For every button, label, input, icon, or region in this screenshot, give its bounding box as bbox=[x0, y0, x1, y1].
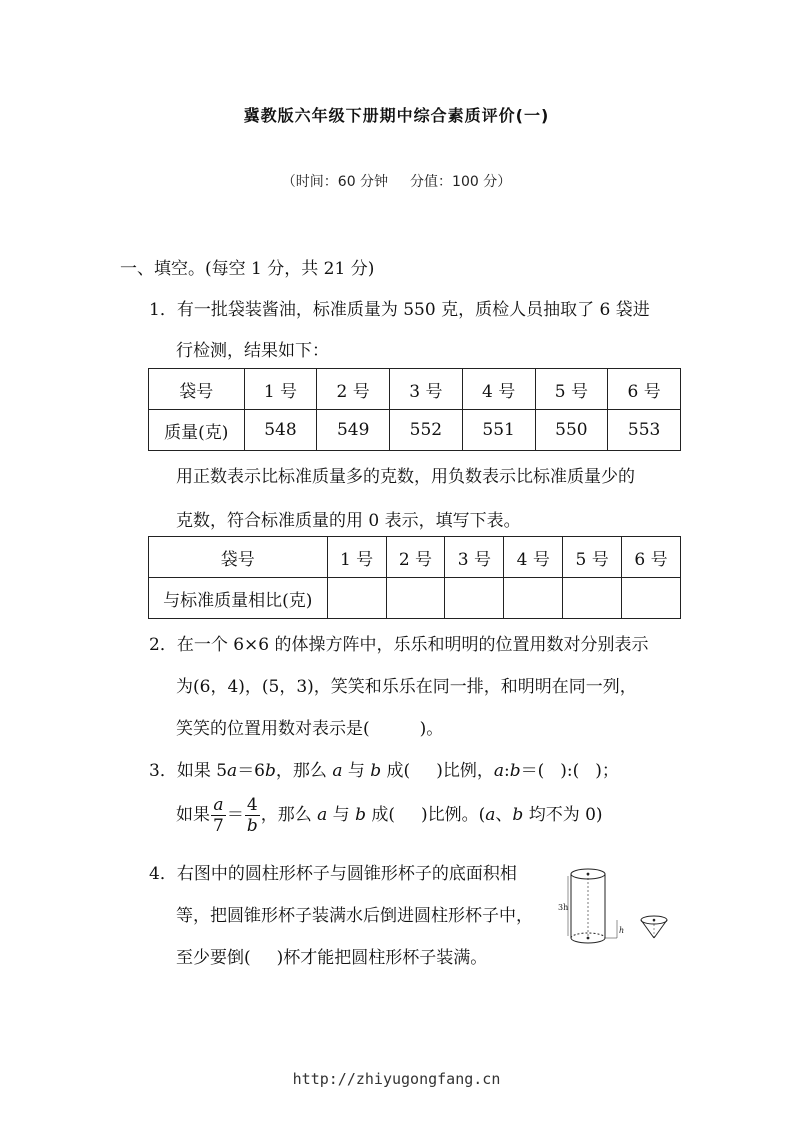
variable-b: b bbox=[265, 761, 276, 781]
variable-b: b bbox=[355, 805, 366, 825]
q1-line1: 1．有一批袋装酱油，标准质量为 550 克，质检人员抽取了 6 袋进 bbox=[149, 300, 650, 320]
page-subtitle bbox=[0, 171, 793, 191]
variable-a: a bbox=[227, 761, 238, 781]
table-cell: 552 bbox=[390, 410, 463, 451]
q3-text: 如果 bbox=[176, 805, 210, 825]
table-cell: 2 号 bbox=[386, 537, 445, 578]
cone-height-label: h bbox=[619, 926, 625, 935]
variable-a: a bbox=[317, 805, 328, 825]
answer-cell[interactable] bbox=[445, 578, 504, 619]
q2-text: 笑笑的位置用数对表示是( bbox=[176, 719, 370, 739]
table-cell: 551 bbox=[462, 410, 535, 451]
q3-text: ):( bbox=[560, 761, 580, 781]
q3-text: ，那么 bbox=[260, 805, 318, 825]
table-cell: 质量(克) bbox=[149, 410, 245, 451]
q2-text: )。 bbox=[419, 719, 444, 739]
q3-text: : bbox=[503, 761, 510, 781]
table-cell: 549 bbox=[317, 410, 390, 451]
q3-line1 bbox=[149, 756, 619, 781]
q3-text: 成( bbox=[381, 761, 411, 781]
table-row bbox=[149, 410, 681, 451]
table-cell: 1 号 bbox=[244, 369, 317, 410]
q3-text: )； bbox=[595, 761, 619, 781]
table-cell: 5 号 bbox=[535, 369, 608, 410]
q4-text: 至少要倒( bbox=[176, 948, 251, 968]
q3-text: 、 bbox=[495, 805, 513, 825]
table-cell: 1 号 bbox=[327, 537, 386, 578]
fraction-a-over-7 bbox=[211, 795, 226, 836]
variable-b: b bbox=[370, 761, 382, 781]
answer-cell[interactable] bbox=[622, 578, 681, 619]
table-row bbox=[149, 578, 681, 619]
section-heading: 一、填空。(每空 1 分，共 21 分) bbox=[120, 259, 375, 279]
q3-line2 bbox=[176, 795, 603, 836]
q1-line4: 克数，符合标准质量的用 0 表示，填写下表。 bbox=[176, 511, 521, 531]
table-cell: 4 号 bbox=[504, 537, 563, 578]
q3-text: 3．如果 5 bbox=[149, 761, 228, 781]
table-cell: 6 号 bbox=[622, 537, 681, 578]
answer-cell[interactable] bbox=[327, 578, 386, 619]
answer-cell[interactable] bbox=[504, 578, 563, 619]
table-cell: 4 号 bbox=[462, 369, 535, 410]
table-row bbox=[149, 537, 681, 578]
table-row bbox=[149, 369, 681, 410]
q3-text: 均不为 0) bbox=[523, 805, 603, 825]
cylinder-cone-figure bbox=[555, 862, 675, 957]
q3-text: 成( bbox=[365, 805, 396, 825]
q3-text: ＝6 bbox=[237, 761, 266, 781]
q1-line3: 用正数表示比标准质量多的克数，用负数表示比标准质量少的 bbox=[176, 467, 635, 487]
page-title: 冀教版六年级下册期中综合素质评价(一) bbox=[243, 106, 550, 125]
fraction-numerator: a bbox=[211, 795, 226, 816]
table-cell: 553 bbox=[608, 410, 681, 451]
table-cell: 550 bbox=[535, 410, 608, 451]
table-cell: 3 号 bbox=[445, 537, 504, 578]
q3-text: 与 bbox=[342, 761, 371, 781]
fraction-4-over-b bbox=[245, 795, 260, 836]
q2-line3 bbox=[176, 714, 443, 739]
answer-cell[interactable] bbox=[386, 578, 445, 619]
table-cell: 5 号 bbox=[563, 537, 622, 578]
variable-a: a bbox=[332, 761, 343, 781]
cylinder-height-label: 3h bbox=[558, 903, 569, 912]
table-cell: 6 号 bbox=[608, 369, 681, 410]
q4-line2: 等，把圆锥形杯子装满水后倒进圆柱形杯子中， bbox=[176, 906, 533, 926]
score-info: 分值：100 分） bbox=[410, 174, 512, 190]
variable-a: a bbox=[493, 761, 504, 781]
q3-text: 与 bbox=[327, 805, 356, 825]
q3-text: ，那么 bbox=[275, 761, 333, 781]
fraction-numerator: 4 bbox=[245, 795, 260, 816]
table-cell: 袋号 bbox=[149, 369, 245, 410]
table-cell: 3 号 bbox=[390, 369, 463, 410]
table-cell: 2 号 bbox=[317, 369, 390, 410]
q3-text: )比例， bbox=[436, 761, 494, 781]
fraction-denominator: b bbox=[246, 816, 258, 836]
answer-table bbox=[148, 536, 681, 619]
q1-line2: 行检测，结果如下： bbox=[176, 341, 329, 361]
variable-a: a bbox=[485, 805, 496, 825]
fraction-denominator: 7 bbox=[213, 816, 224, 836]
mass-table bbox=[148, 368, 681, 451]
q3-text: ＝( bbox=[520, 761, 545, 781]
q3-text: )比例。( bbox=[421, 805, 486, 825]
q4-text: )杯才能把圆柱形杯子装满。 bbox=[276, 948, 488, 968]
footer-url[interactable]: http://zhiyugongfang.cn bbox=[292, 1070, 501, 1088]
q2-line2: 为(6，4)，(5，3)，笑笑和乐乐在同一排，和明明在同一列， bbox=[176, 677, 637, 697]
table-cell: 548 bbox=[244, 410, 317, 451]
q3-text: ＝ bbox=[226, 805, 244, 825]
q4-line1: 4．右图中的圆柱形杯子与圆锥形杯子的底面积相 bbox=[149, 864, 517, 884]
q2-line1: 2．在一个 6×6 的体操方阵中，乐乐和明明的位置用数对分别表示 bbox=[149, 635, 649, 655]
variable-b: b bbox=[509, 761, 521, 781]
table-cell: 与标准质量相比(克) bbox=[149, 578, 328, 619]
q4-line3 bbox=[176, 943, 487, 968]
time-info: （时间：60 分钟 bbox=[281, 174, 389, 190]
variable-b: b bbox=[512, 805, 524, 825]
table-cell: 袋号 bbox=[149, 537, 328, 578]
answer-cell[interactable] bbox=[563, 578, 622, 619]
